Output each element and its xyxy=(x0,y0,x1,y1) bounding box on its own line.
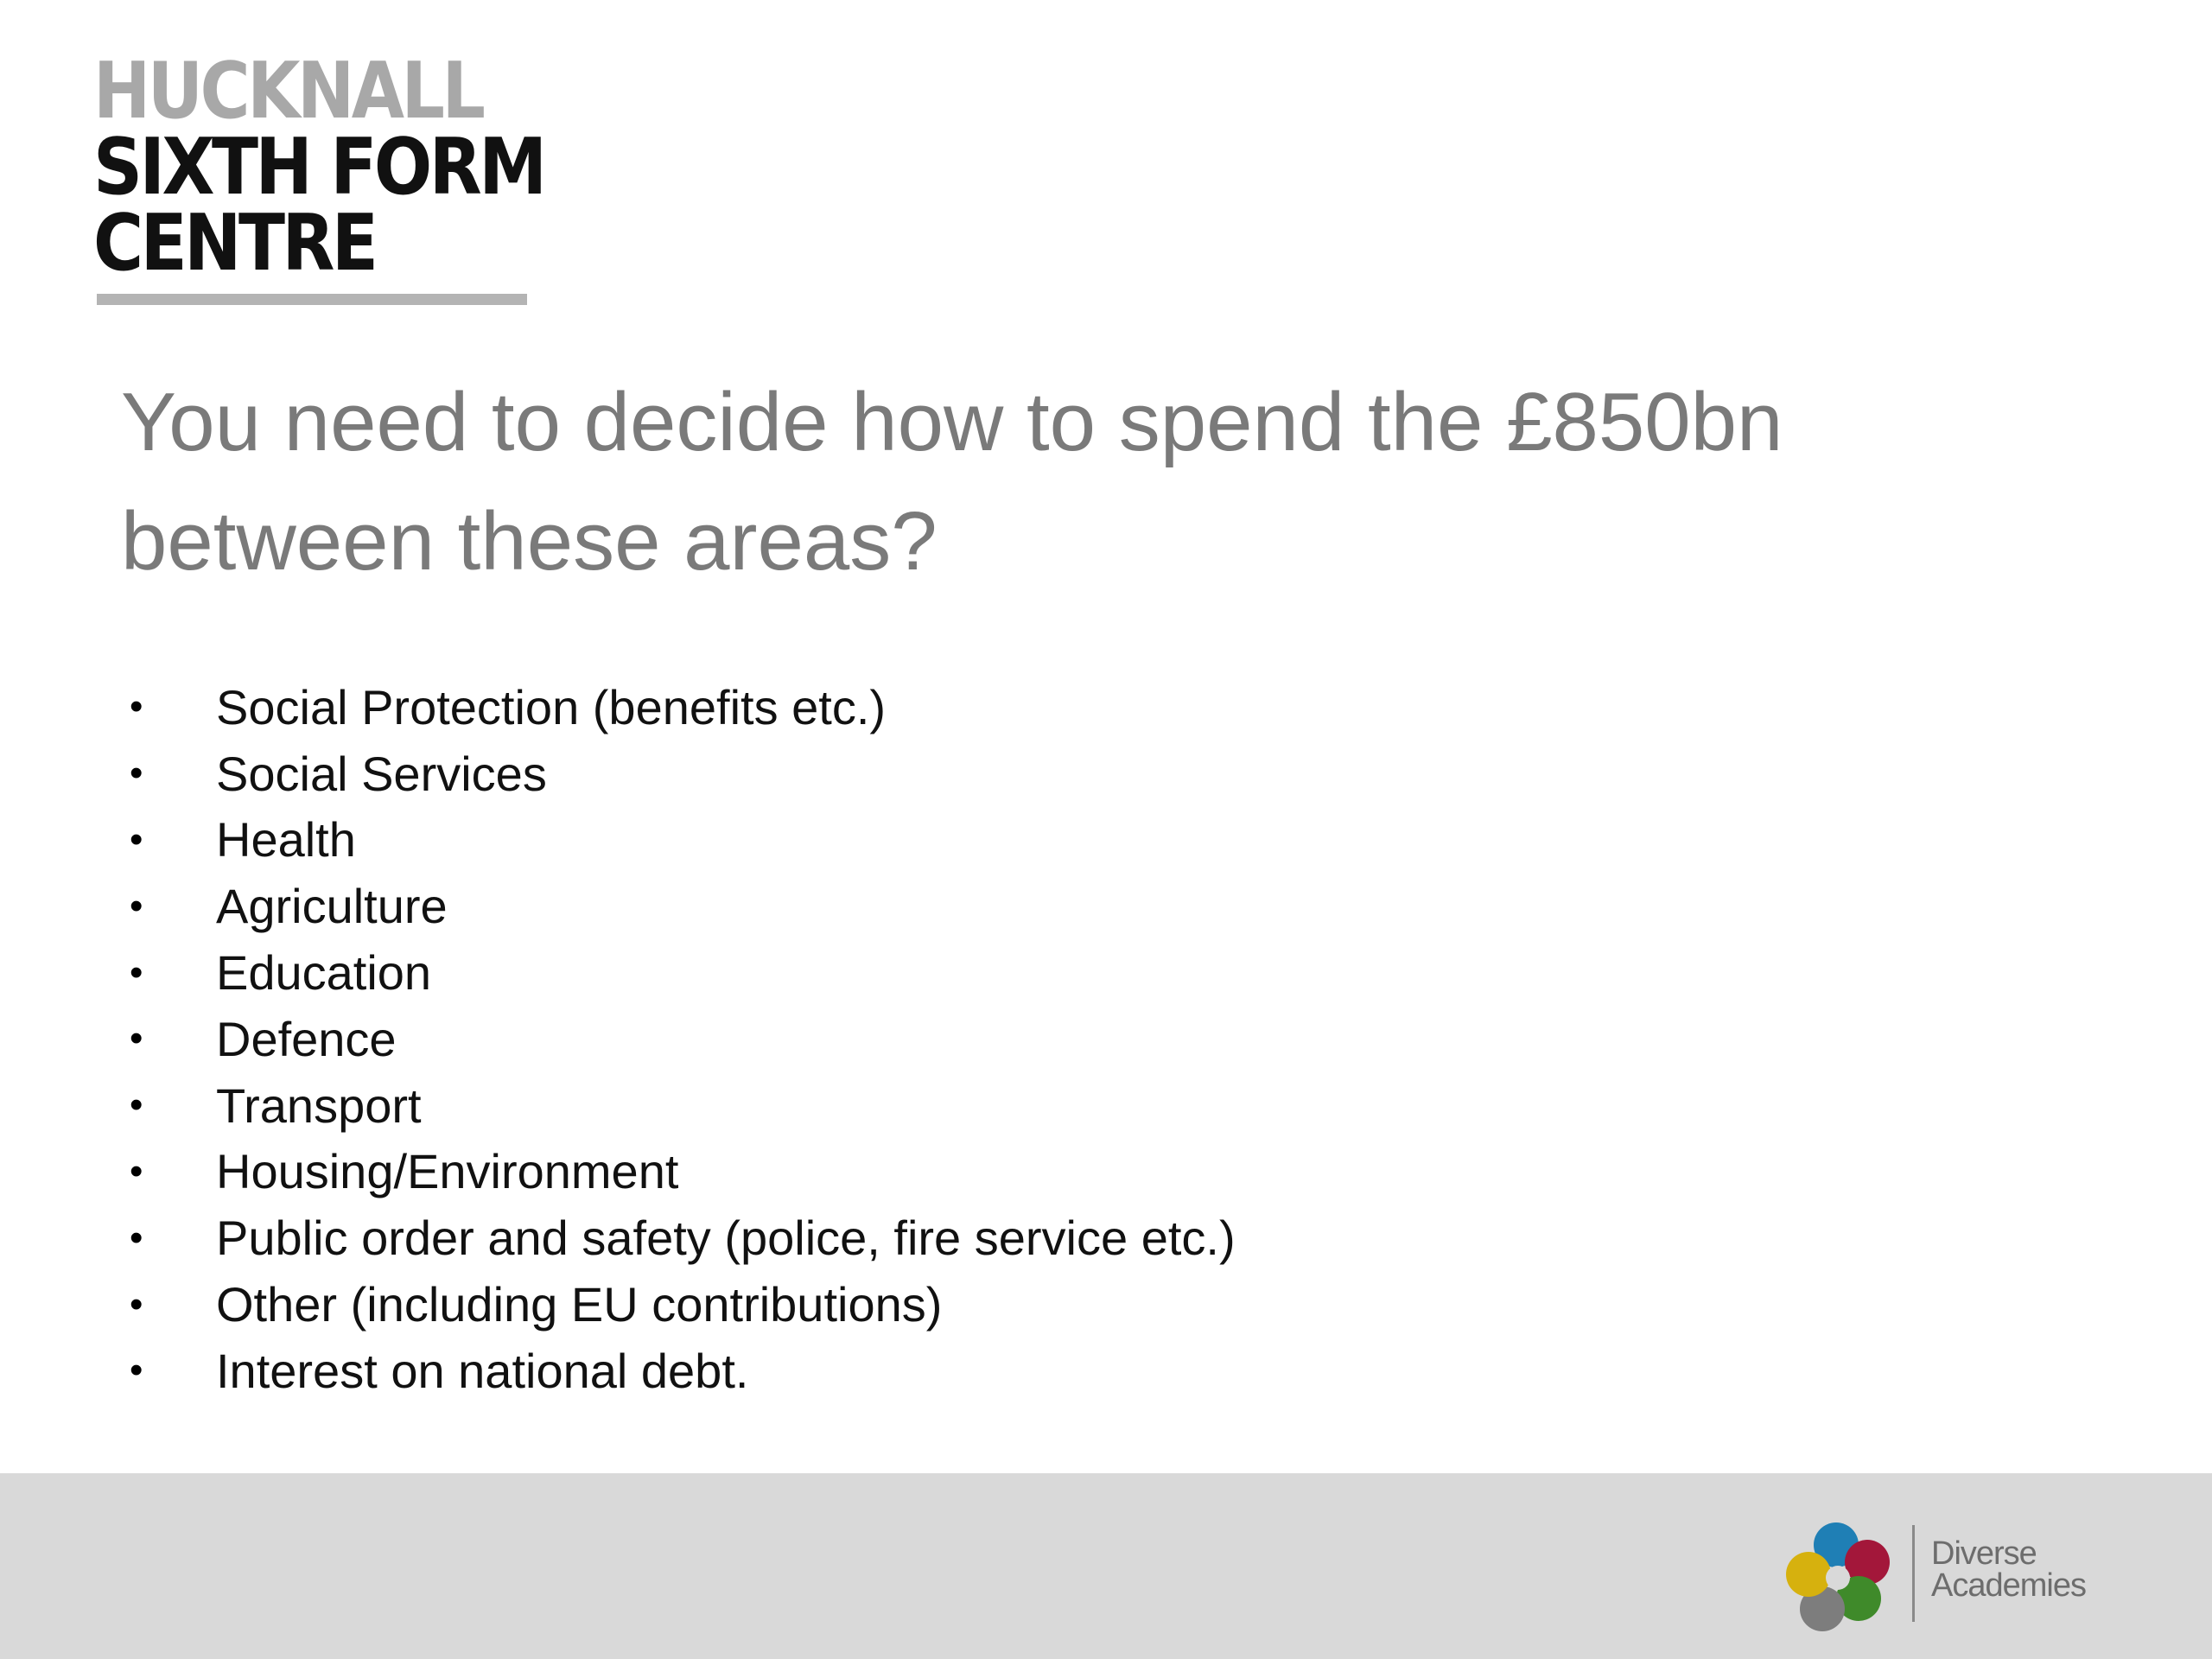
slide-title-line-1: You need to decide how to spend the £850bn xyxy=(121,376,1783,468)
bullet-icon: • xyxy=(130,817,143,861)
bullet-icon: • xyxy=(130,1216,143,1259)
bullet-icon: • xyxy=(130,1282,143,1325)
list-item-label: Education xyxy=(216,945,432,1001)
bullet-icon: • xyxy=(130,685,143,728)
brand-name-line-2: Academies xyxy=(1931,1567,2086,1604)
list-item xyxy=(130,1072,1236,1139)
bullet-icon: • xyxy=(130,1349,143,1392)
list-item xyxy=(130,1338,1236,1404)
footer-bar xyxy=(0,1473,2212,1659)
bullet-icon: • xyxy=(130,1017,143,1060)
list-item xyxy=(130,873,1236,939)
list-item xyxy=(130,1271,1236,1338)
list-item xyxy=(130,741,1236,807)
school-logo xyxy=(93,46,544,305)
list-item-label: Interest on national debt. xyxy=(216,1343,749,1398)
list-item-label: Housing/Environment xyxy=(216,1144,679,1199)
logo-line-centre: CENTRE xyxy=(93,198,376,289)
list-item xyxy=(130,674,1236,741)
bullet-icon: • xyxy=(130,950,143,994)
logo-line-hucknall: HUCKNALL xyxy=(93,46,483,137)
list-item xyxy=(130,1006,1236,1072)
logo-underline xyxy=(97,294,527,305)
list-item-label: Transport xyxy=(216,1077,422,1133)
spending-areas-list xyxy=(130,674,1236,1404)
bullet-icon: • xyxy=(130,752,143,795)
list-item-label: Social Services xyxy=(216,746,547,801)
list-item xyxy=(130,1205,1236,1271)
bullet-icon: • xyxy=(130,884,143,927)
bullet-icon: • xyxy=(130,1149,143,1192)
diverse-academies-logo-icon xyxy=(1784,1521,1897,1633)
list-item-label: Other (including EU contributions) xyxy=(216,1277,943,1332)
list-item-label: Defence xyxy=(216,1011,397,1066)
list-item-label: Health xyxy=(216,812,356,868)
logo-line-sixth-form: SIXTH FORM xyxy=(93,122,544,213)
bullet-icon: • xyxy=(130,1084,143,1127)
list-item-label: Public order and safety (police, fire service etc.) xyxy=(216,1211,1236,1266)
slide-title xyxy=(121,363,2022,601)
list-item xyxy=(130,807,1236,874)
brand-name-line-1: Diverse xyxy=(1931,1535,2037,1572)
list-item xyxy=(130,1139,1236,1205)
brand-name xyxy=(1931,1535,2086,1604)
slide-title-line-2: between these areas? xyxy=(121,495,938,588)
list-item-label: Social Protection (benefits etc.) xyxy=(216,679,887,734)
brand-divider xyxy=(1912,1525,1915,1622)
list-item-label: Agriculture xyxy=(216,879,448,934)
list-item xyxy=(130,939,1236,1006)
